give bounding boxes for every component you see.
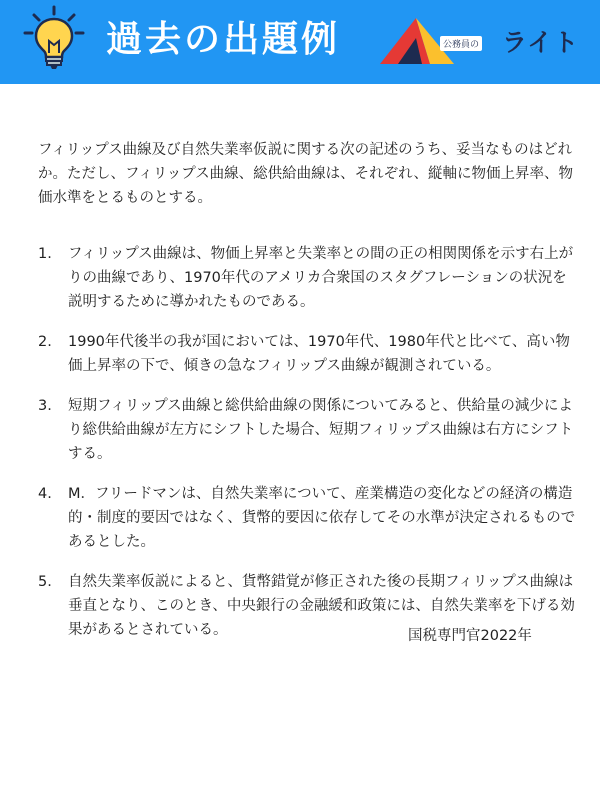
choice-text: フィリップス曲線は、物価上昇率と失業率との間の正の相関関係を示す右上がりの曲線であり、1970年代のアメリカ合衆国のスタグフレーションの状況を説明するために導かれたものである。 bbox=[68, 246, 574, 310]
choice-text: 自然失業率仮説によると、貨幣錯覚が修正された後の長期フィリップス曲線は垂直となり、このとき、中央銀行の金融緩和政策には、自然失業率を下げる効果があるとされている。 bbox=[68, 574, 575, 638]
choice-number: 1. bbox=[38, 246, 52, 262]
choice-text: 短期フィリップス曲線と総供給曲線の関係についてみると、供給量の減少により総供給曲線が左方にシフトした場合、短期フィリップス曲線は右方にシフトする。 bbox=[68, 398, 574, 462]
choice-number: 4. bbox=[38, 486, 52, 502]
choice-item bbox=[38, 482, 578, 554]
header-bar bbox=[0, 0, 600, 84]
choice-number: 3. bbox=[38, 398, 52, 414]
lightbulb-icon bbox=[22, 5, 86, 71]
choice-text: M．フリードマンは、自然失業率について、産業構造の変化などの経済の構造的・制度的要因ではなく、貨幣的要因に依存してその水準が決定されるものであるとした。 bbox=[68, 486, 576, 550]
choice-list bbox=[38, 242, 578, 658]
exam-source: 国税専門官2022年 bbox=[408, 628, 532, 644]
logo-caption: 公務員の bbox=[440, 36, 482, 51]
question-text: フィリップス曲線及び自然失業率仮説に関する次の記述のうち、妥当なものはどれか。ただし、フィリップス曲線、総供給曲線は、それぞれ、縦軸に物価上昇率、物価水準をとるものとする。 bbox=[38, 142, 574, 206]
choice-item bbox=[38, 330, 578, 378]
logo bbox=[376, 14, 580, 68]
choice-number: 2. bbox=[38, 334, 52, 350]
choice-item bbox=[38, 394, 578, 466]
page-title: 過去の出題例 bbox=[106, 19, 341, 60]
choice-item bbox=[38, 242, 578, 314]
choice-text: 1990年代後半の我が国においては、1970年代、1980年代と比べて、高い物価上昇率の下で、傾きの急なフィリップス曲線が観測されている。 bbox=[68, 334, 570, 374]
choice-number: 5. bbox=[38, 574, 52, 590]
logo-brand: ライト bbox=[502, 28, 580, 57]
